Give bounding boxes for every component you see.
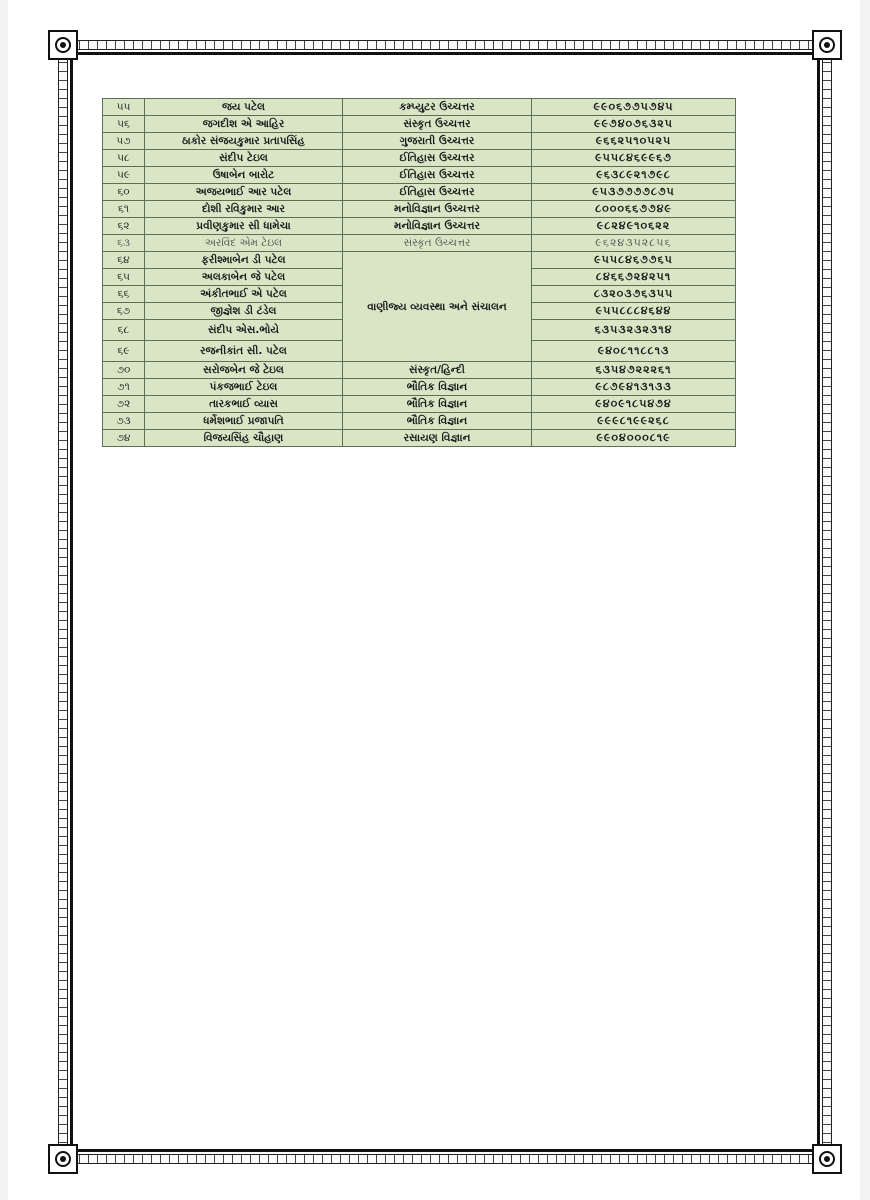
teacher-name: જય પટેલ: [145, 99, 343, 116]
row-number: ૫૫: [103, 99, 145, 116]
table-row: [103, 167, 736, 184]
phone-number: ૯૫૫૮૪૬૯૯૬૭: [532, 150, 736, 167]
table-row: [103, 396, 736, 413]
row-number: ૫૬: [103, 116, 145, 133]
teacher-name: સંદીપ એસ.ભોયે: [145, 320, 343, 341]
subject: રસાયણ વિજ્ઞાન: [342, 430, 531, 447]
corner-ornament: [48, 1144, 78, 1174]
row-number: ૬૭: [103, 303, 145, 320]
teacher-name: ઠાકોર સંજયકુમાર પ્રતાપસિંહ: [145, 133, 343, 150]
teacher-name: તારકભાઈ વ્યાસ: [145, 396, 343, 413]
phone-number: ૯૫૩૭૭૭૭૮૭૫: [532, 184, 736, 201]
phone-number: ૯૮૭૯૪૧૩૧૩૩: [532, 379, 736, 396]
subject: ગુજરાતી ઉચ્ચત્તર: [342, 133, 531, 150]
teacher-name: ધર્મેશભાઈ પ્રજાપતિ: [145, 413, 343, 430]
row-number: ૬૩: [103, 235, 145, 252]
phone-number: ૯૬૩૮૯૨૧૭૯૮: [532, 167, 736, 184]
subject: કમ્પ્યુટર ઉચ્ચત્તર: [342, 99, 531, 116]
table-row: [103, 252, 736, 269]
subject: સંસ્કૃત/હિન્દી: [342, 362, 531, 379]
table-row: [103, 413, 736, 430]
subject: ભૌતિક વિજ્ઞાન: [342, 413, 531, 430]
row-number: ૭૪: [103, 430, 145, 447]
teacher-name: પ્રવીણકુમાર સી ધામેચા: [145, 218, 343, 235]
page: [8, 0, 860, 1200]
phone-number: ૯૪૦૯૧૮૫૪૭૪: [532, 396, 736, 413]
phone-number: ૮૩૨૦૩૭૬૩૫૫: [532, 286, 736, 303]
table-row: [103, 362, 736, 379]
subject: ઈતિહાસ ઉચ્ચત્તર: [342, 184, 531, 201]
subject: મનોવિજ્ઞાન ઉચ્ચત્તર: [342, 201, 531, 218]
phone-number: ૮૦૦૦૬૬૭૭૪૯: [532, 201, 736, 218]
row-number: ૬૬: [103, 286, 145, 303]
row-number: ૬૯: [103, 341, 145, 362]
row-number: ૬૦: [103, 184, 145, 201]
teacher-name: જીજ્ઞેશ ડી ટંડેલ: [145, 303, 343, 320]
subject: ઈતિહાસ ઉચ્ચત્તર: [342, 150, 531, 167]
phone-number: ૬૩૫૩૨૩૨૩૧૪: [532, 320, 736, 341]
row-number: ૫૭: [103, 133, 145, 150]
row-number: ૬૫: [103, 269, 145, 286]
teacher-name: પંકજભાઈ ટેઇલ: [145, 379, 343, 396]
teacher-name: સંદીપ ટેઇલ: [145, 150, 343, 167]
row-number: ૭૨: [103, 396, 145, 413]
subject: મનોવિજ્ઞાન ઉચ્ચત્તર: [342, 218, 531, 235]
subject: સંસ્કૃત ઉચ્ચત્તર: [342, 235, 531, 252]
corner-ornament: [812, 1144, 842, 1174]
row-number: ૬૨: [103, 218, 145, 235]
table-row: [103, 379, 736, 396]
phone-number: ૯૫૫૮૮૮૪૬૪૪: [532, 303, 736, 320]
row-number: ૭૦: [103, 362, 145, 379]
teacher-name: અલકાબેન જે પટેલ: [145, 269, 343, 286]
phone-number: ૯૯૯૮૧૯૯૨૬૮: [532, 413, 736, 430]
row-number: ૫૯: [103, 167, 145, 184]
corner-ornament: [48, 30, 78, 60]
subject: સંસ્કૃત ઉચ્ચત્તર: [342, 116, 531, 133]
table-row: [103, 133, 736, 150]
table-row: [103, 116, 736, 133]
phone-number: ૯૯૦૬૭૭૫૭૪૫: [532, 99, 736, 116]
teacher-name: ઉષાબેન બારોટ: [145, 167, 343, 184]
table-row: [103, 235, 736, 252]
table-row: [103, 150, 736, 167]
teacher-name: અરવિંદ એમ ટેઇલ: [145, 235, 343, 252]
subject: ઈતિહાસ ઉચ્ચત્તર: [342, 167, 531, 184]
teacher-name: રજનીકાંત સી. પટેલ: [145, 341, 343, 362]
row-number: ૬૧: [103, 201, 145, 218]
subject: ભૌતિક વિજ્ઞાન: [342, 379, 531, 396]
subject: ભૌતિક વિજ્ઞાન: [342, 396, 531, 413]
phone-number: ૬૩૫૪૭૨૨૨૬૧: [532, 362, 736, 379]
teacher-name: અજયભાઈ આર પટેલ: [145, 184, 343, 201]
teacher-name: અંકીતભાઈ એ પટેલ: [145, 286, 343, 303]
subject-merged: વાણીજ્ય વ્યવસ્થા અને સંચાલન: [342, 252, 531, 362]
row-number: ૭૩: [103, 413, 145, 430]
phone-number: ૯૫૫૮૪૬૭૭૬૫: [532, 252, 736, 269]
corner-ornament: [812, 30, 842, 60]
teacher-name: ફરીશ્માબેન ડી પટેલ: [145, 252, 343, 269]
row-number: ૬૮: [103, 320, 145, 341]
row-number: ૫૮: [103, 150, 145, 167]
phone-number: ૯૯૭૪૦૭૬૩૨૫: [532, 116, 736, 133]
teacher-name: સરોજબેન જે ટેઇલ: [145, 362, 343, 379]
phone-number: ૯૪૦૮૧૧૮૮૧૩: [532, 341, 736, 362]
teacher-name: દોશી રવિકુમાર આર: [145, 201, 343, 218]
teacher-table: [102, 98, 736, 447]
table-row: [103, 201, 736, 218]
phone-number: ૯૯૦૪૦૦૦૮૧૯: [532, 430, 736, 447]
teacher-name: વિજયસિંહ ચૌહાણ: [145, 430, 343, 447]
table-row: [103, 99, 736, 116]
row-number: ૭૧: [103, 379, 145, 396]
phone-number: ૯૬૬૨૫૧૦૫૨૫: [532, 133, 736, 150]
row-number: ૬૪: [103, 252, 145, 269]
table-row: [103, 218, 736, 235]
phone-number: ૮૪૬૬૭૨૪૨૫૧: [532, 269, 736, 286]
teacher-name: જગદીશ એ આહિર: [145, 116, 343, 133]
table-row: [103, 184, 736, 201]
phone-number: ૯૮૨૪૯૧૦૬૨૨: [532, 218, 736, 235]
table-row: [103, 430, 736, 447]
phone-number: ૯૬૨૪૩૫૨૮૫૬: [532, 235, 736, 252]
